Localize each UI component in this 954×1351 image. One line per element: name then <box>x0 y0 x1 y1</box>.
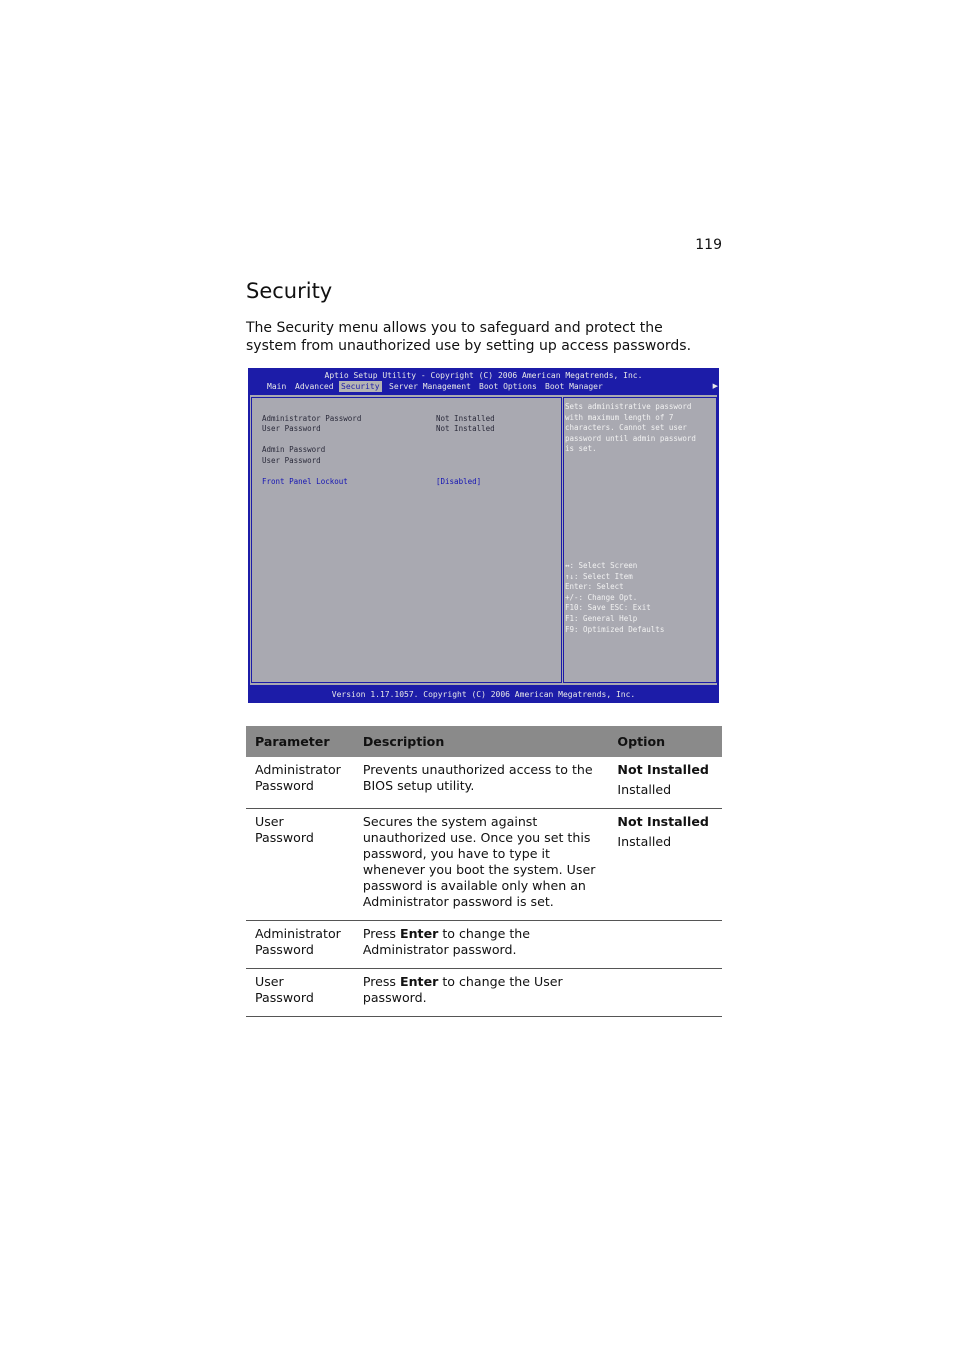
bios-help-pane <box>563 397 717 683</box>
option-cell <box>608 969 722 1017</box>
bios-item-front-panel-lockout[interactable]: Front Panel Lockout <box>262 477 348 486</box>
page-number: 119 <box>695 237 722 253</box>
bios-front-panel-lockout-value[interactable]: [Disabled] <box>436 477 482 486</box>
bios-item-value: Not Installed <box>436 414 495 423</box>
description-text: to change the Administrator password. <box>362 926 530 957</box>
bios-menu-security[interactable]: Security <box>341 382 380 391</box>
bios-key-hint: +/-: Change Opt. <box>565 593 638 602</box>
table-row <box>246 921 722 969</box>
parameter-cell: Administrator Password <box>246 921 354 969</box>
description-cell: Prevents unauthorized access to the BIOS setup utility. <box>354 757 609 809</box>
bios-item-user-password[interactable]: User Password <box>262 456 321 465</box>
bios-item-admin-password[interactable]: Admin Password <box>262 445 326 454</box>
key-name: Enter <box>399 926 439 941</box>
bios-item-value: Not Installed <box>436 424 495 433</box>
description-cell <box>354 969 609 1017</box>
description-text: Press <box>362 974 400 989</box>
parameter-cell: User Password <box>246 969 354 1017</box>
bios-key-hint: ↑↓: Select Item <box>565 572 633 581</box>
description-cell <box>354 921 609 969</box>
parameter-cell: Administrator Password <box>246 757 354 809</box>
parameter-table <box>246 726 722 1017</box>
option-value: Installed <box>617 782 672 797</box>
column-header-option: Option <box>608 726 722 757</box>
bios-key-hint: F1: General Help <box>565 614 638 623</box>
bios-menu-boot-manager[interactable]: Boot Manager <box>545 382 603 391</box>
description-text: Press <box>362 926 400 941</box>
description-text: to change the User password. <box>362 974 563 1005</box>
bios-item-label: Administrator Password <box>262 414 362 423</box>
column-header-description: Description <box>354 726 609 757</box>
bios-menu-main[interactable]: Main <box>267 382 287 391</box>
bios-help-line: Sets administrative password <box>565 402 692 411</box>
column-header-parameter: Parameter <box>246 726 354 757</box>
parameter-cell: User Password <box>246 809 354 921</box>
bios-key-hint: ↔: Select Screen <box>565 561 638 570</box>
option-cell <box>608 757 722 809</box>
bios-footer: Version 1.17.1057. Copyright (C) 2006 American Megatrends, Inc. <box>331 690 636 699</box>
right-triangle-icon: ▶ <box>712 382 718 390</box>
option-cell <box>608 921 722 969</box>
intro-paragraph: The Security menu allows you to safeguard and protect the system from unauthorized use by setting up access passwords. <box>246 320 692 354</box>
description-cell: Secures the system against unauthorized use. Once you set this password, you have to type it whenever you boot the system. User password is available only when an Administrator password is set. <box>354 809 609 921</box>
option-cell <box>608 809 722 921</box>
bios-help-line: characters. Cannot set user <box>565 423 687 432</box>
bios-menu-boot-options[interactable]: Boot Options <box>479 382 537 391</box>
bios-menu-server-management[interactable]: Server Management <box>389 382 471 391</box>
option-default: Not Installed <box>617 814 709 829</box>
bios-key-hint: Enter: Select <box>565 582 624 591</box>
key-name: Enter <box>399 974 439 989</box>
table-row <box>246 757 722 809</box>
bios-screenshot <box>248 368 719 703</box>
bios-key-hint: F10: Save ESC: Exit <box>565 603 651 612</box>
table-row <box>246 809 722 921</box>
bios-settings-pane <box>251 397 562 683</box>
bios-item-label: User Password <box>262 424 321 433</box>
bios-menu-bar <box>248 381 719 392</box>
bios-main-panel <box>250 395 717 685</box>
bios-help-line: password until admin password <box>565 434 696 443</box>
bios-help-line: is set. <box>565 444 597 453</box>
bios-help-line: with maximum length of 7 <box>565 413 674 422</box>
table-header-row <box>246 726 722 757</box>
bios-menu-advanced[interactable]: Advanced <box>295 382 334 391</box>
bios-title: Aptio Setup Utility - Copyright (C) 2006 American Megatrends, Inc. <box>324 371 643 380</box>
section-title: Security <box>246 279 333 303</box>
option-value: Installed <box>617 834 672 849</box>
option-default: Not Installed <box>617 762 709 777</box>
bios-key-hint: F9: Optimized Defaults <box>565 625 665 634</box>
table-row <box>246 969 722 1017</box>
